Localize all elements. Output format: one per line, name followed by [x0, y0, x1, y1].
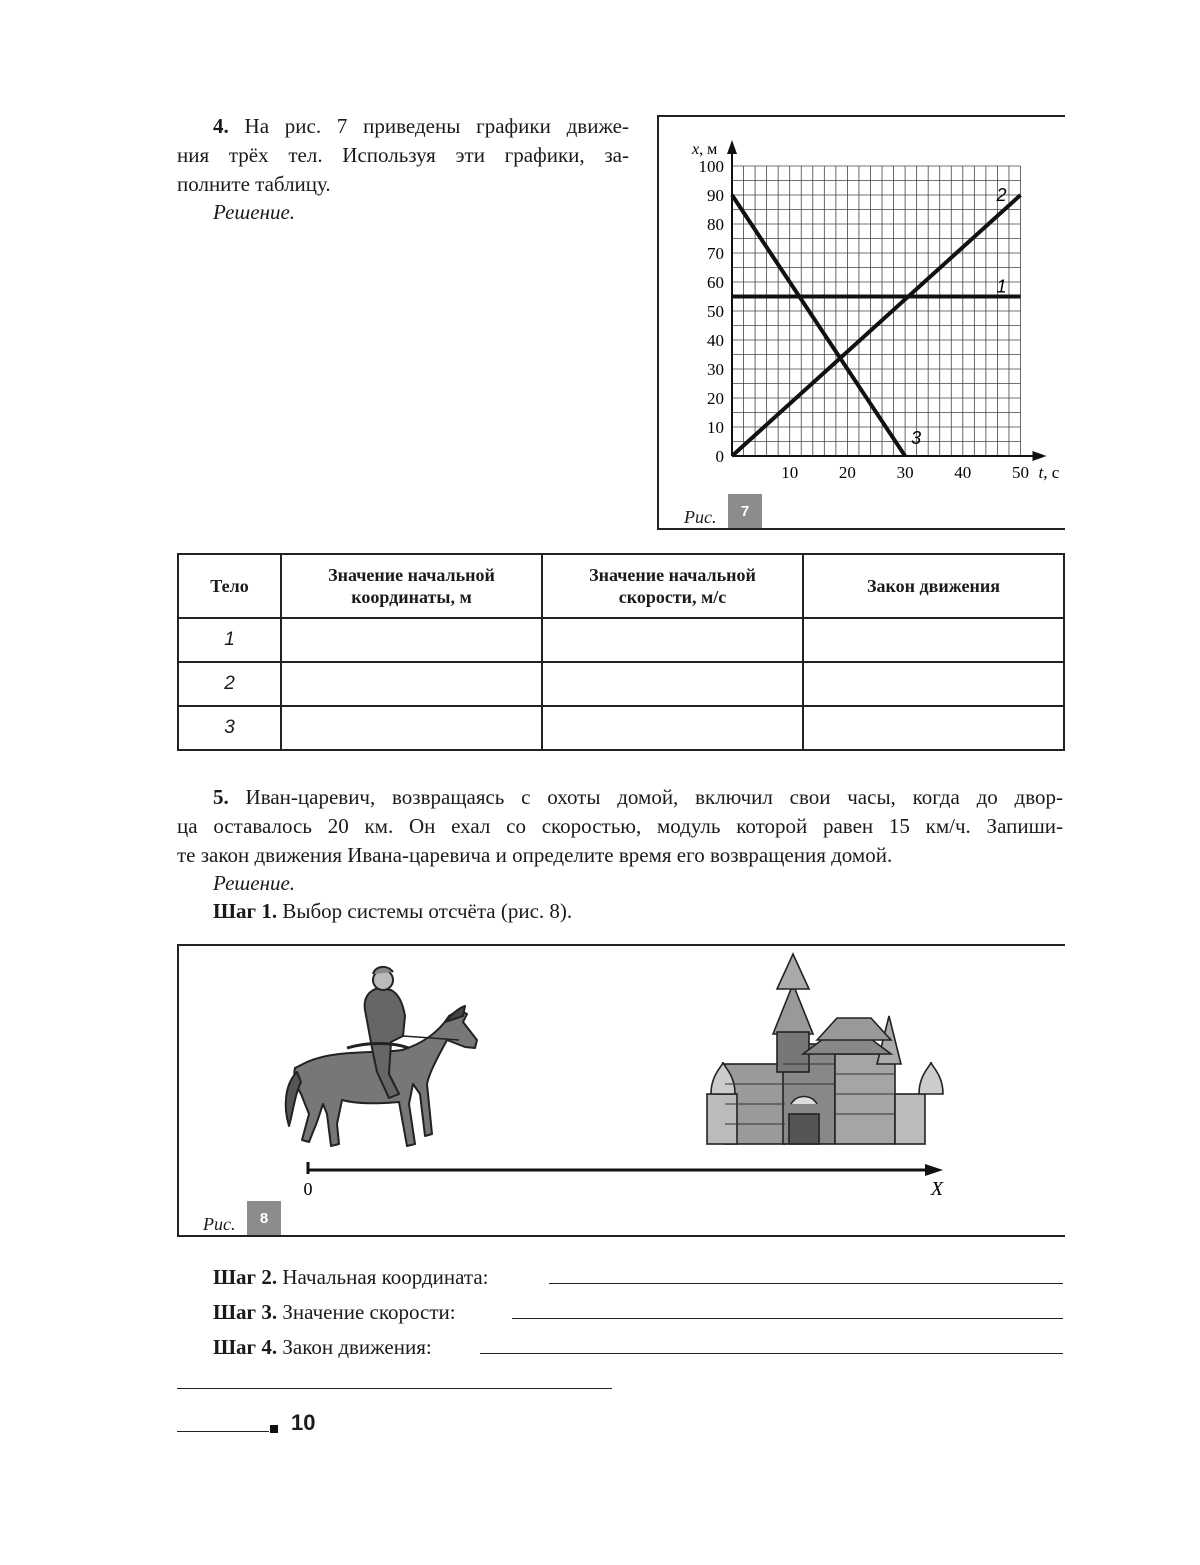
y-axis-arrow [727, 140, 737, 154]
x-axis-arrow [925, 1164, 943, 1176]
y-tick-label: 30 [707, 360, 724, 379]
page-number-marker [270, 1425, 278, 1433]
table-header-initial-velocity: Значение начальной скорости, м/с [542, 554, 803, 618]
step2-text: Начальная координата: [282, 1265, 489, 1289]
table-header-motion-law: Закон движения [803, 554, 1064, 618]
y-tick-label: 70 [707, 244, 724, 263]
step3-label: Шаг 3. [213, 1300, 278, 1324]
x-tick-label: 20 [838, 463, 856, 482]
task4-line3: полните таблицу. [177, 172, 331, 196]
series-label-3: 3 [911, 428, 922, 448]
task5-line1 [177, 783, 1063, 812]
table-cell-velocity[interactable] [542, 662, 803, 706]
figure7-caption: Рис. [684, 507, 717, 527]
y-tick-label: 50 [707, 302, 724, 321]
table-row [178, 618, 1064, 662]
step2-label: Шаг 2. [213, 1265, 278, 1289]
x-tick-label: 30 [896, 463, 914, 482]
task5-line1-text: Иван-царевич, возвращаясь с охоты домой, включил свои часы, когда до двор- [245, 785, 1063, 809]
table-cell-coordinate[interactable] [281, 618, 542, 662]
task5-text [177, 783, 1063, 870]
x-tick-label: 10 [781, 463, 799, 482]
task4-line1-text: На рис. 7 приведены графики движе- [244, 114, 629, 138]
table-cell-velocity[interactable] [542, 706, 803, 750]
table-cell-coordinate[interactable] [281, 706, 542, 750]
step3 [213, 1300, 456, 1325]
task4-solution-label: Решение. [213, 200, 296, 224]
step1-text: Выбор системы отсчёта (рис. 8). [282, 899, 573, 923]
task5-line2: ца оставалось 20 км. Он ехал со скоростью, модуль которой равен 15 км/ч. Запиши- [177, 814, 1063, 838]
table-cell-law[interactable] [803, 706, 1064, 750]
y-tick-label: 90 [707, 186, 724, 205]
horse-rider-image [286, 967, 477, 1146]
results-table [177, 553, 1065, 751]
y-tick-label: 80 [707, 215, 724, 234]
table-header-body: Тело [178, 554, 281, 618]
y-tick-label: 10 [707, 418, 724, 437]
step4-answer-line[interactable] [480, 1353, 1063, 1354]
step4 [213, 1335, 432, 1360]
step3-answer-line[interactable] [512, 1318, 1063, 1319]
table-row [178, 662, 1064, 706]
y-axis-label: x, м [692, 141, 718, 158]
footer-divider [177, 1388, 612, 1389]
palace-image [707, 954, 943, 1144]
x-axis-label: t, с [1038, 463, 1060, 482]
figure8-caption: Рис. [203, 1214, 236, 1234]
page-number-rule [177, 1431, 269, 1432]
table-header-row [178, 554, 1064, 618]
motion-graph-chart [657, 115, 1063, 495]
series-label-1: 1 [996, 276, 1007, 297]
figure7-number: 7 [728, 494, 762, 528]
task5-line3: те закон движения Ивана-царевича и определите время его возвращения домой. [177, 843, 893, 867]
table-header-initial-coordinate: Значение начальной координаты, м [281, 554, 542, 618]
step3-text: Значение скорости: [282, 1300, 456, 1324]
task4-number: 4. [213, 114, 229, 138]
table-cell-law[interactable] [803, 662, 1064, 706]
task4-line1 [177, 112, 629, 141]
table-cell-law[interactable] [803, 618, 1064, 662]
page-number: 10 [291, 1410, 316, 1435]
chart-labels [691, 141, 1060, 482]
origin-label: 0 [303, 1179, 313, 1199]
figure8-number: 8 [247, 1201, 281, 1235]
figure8-illustration [177, 944, 1063, 1233]
y-tick-label: 20 [707, 389, 724, 408]
x-axis-arrow [1033, 451, 1047, 461]
step2 [213, 1265, 488, 1290]
table-cell-velocity[interactable] [542, 618, 803, 662]
table-cell-body: 1 [178, 618, 281, 662]
x-axis-label: X [930, 1178, 944, 1200]
table-cell-coordinate[interactable] [281, 662, 542, 706]
x-tick-label: 50 [1012, 463, 1029, 482]
step2-answer-line[interactable] [549, 1283, 1063, 1284]
x-tick-label: 40 [954, 463, 972, 482]
y-tick-label: 100 [698, 157, 724, 176]
table-cell-body: 3 [178, 706, 281, 750]
step1-label: Шаг 1. [213, 899, 278, 923]
step4-label: Шаг 4. [213, 1335, 278, 1359]
table-row [178, 706, 1064, 750]
task5-step1 [213, 899, 572, 924]
y-tick-label: 0 [715, 447, 724, 466]
task5-solution-label: Решение. [213, 871, 296, 895]
table-cell-body: 2 [178, 662, 281, 706]
task4-text [177, 112, 629, 199]
task4-line2: ния трёх тел. Используя эти графики, за- [177, 143, 629, 167]
series-label-2: 2 [996, 185, 1007, 205]
y-tick-label: 60 [707, 273, 724, 292]
y-tick-label: 40 [707, 331, 724, 350]
task5-number: 5. [213, 785, 229, 809]
step4-text: Закон движения: [282, 1335, 432, 1359]
